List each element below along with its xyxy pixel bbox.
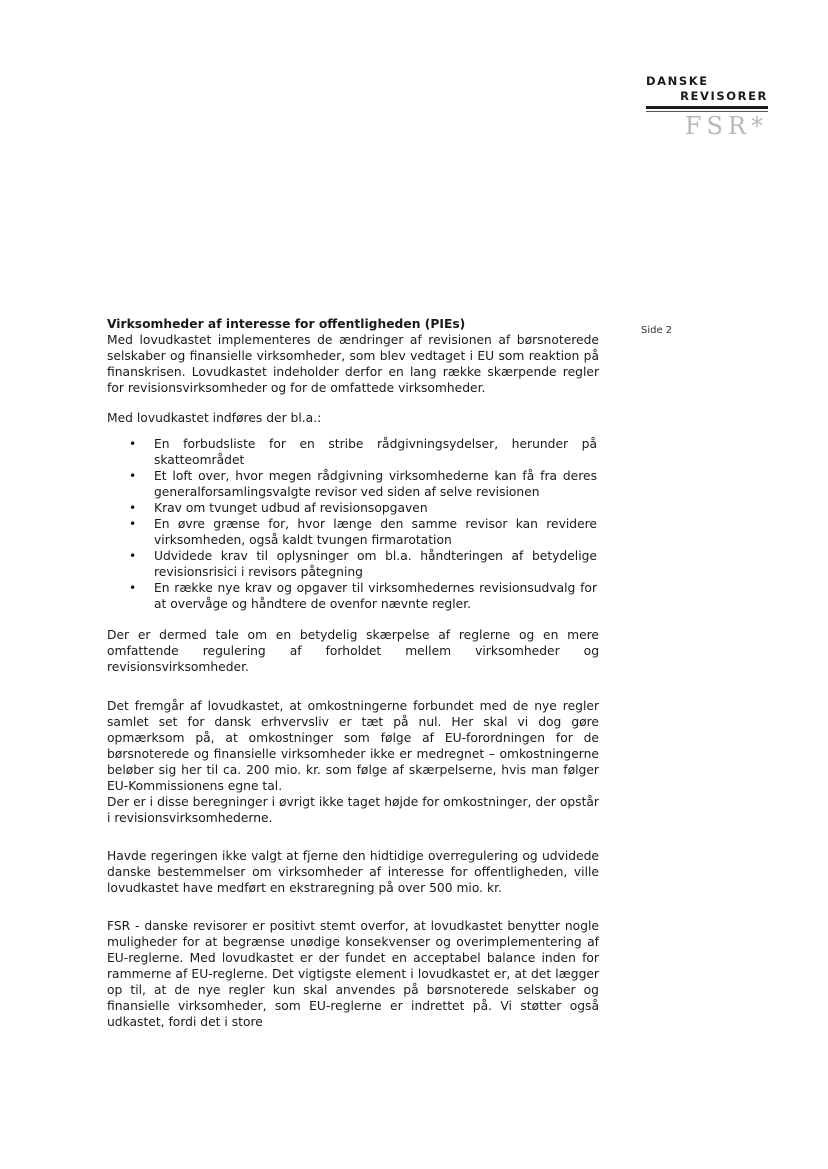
paragraph-costs: Det fremgår af lovudkastet, at omkostningerne forbundet med de nye regler samlet set for dansk erhvervsliv er tæt på nul. Her skal vi dog gøre opmærksom på, at omkostninger som følge af EU-forordningen for de børsnoterede og finansielle virksomheder ikke er medregnet – omkostningerne beløber sig her til ca. 200 mio. kr. som følge af skærpelserne, hvis man følger EU-Kommissionens egne tal.	[107, 699, 599, 793]
document-body	[107, 316, 599, 1030]
bullet-icon: •	[129, 517, 137, 531]
paragraph-costs-note: Der er i disse beregninger i øvrigt ikke taget højde for omkostninger, der opstår i revisionsvirksomhederne.	[107, 795, 599, 825]
logo-text-revisorer: REVISORER	[680, 89, 768, 103]
intro-paragraph: Med lovudkastet implementeres de ændringer af revisionen af børsnoterede selskaber og finansielle virksomheder, som blev vedtaget i EU som reaktion på finanskrisen. Lovudkastet indeholder derfor en lang række skærpende regler for revisionsvirksomheder og for de omfattede virksomheder.	[107, 333, 599, 395]
list-item-text: En øvre grænse for, hvor længe den samme revisor kan revidere virksomheden, også kaldt tvungen firmarotation	[154, 517, 597, 547]
measures-list	[107, 436, 599, 612]
section-heading: Virksomheder af interesse for offentligheden (PIEs)	[107, 317, 466, 331]
list-item-text: Et loft over, hvor megen rådgivning virksomhederne kan få fra deres generalforsamlingsvalgte revisor ved siden af selve revisionen	[154, 469, 597, 499]
list-item-text: En forbudsliste for en stribe rådgivningsydelser, herunder på skatteområdet	[154, 437, 597, 467]
list-intro: Med lovudkastet indføres der bl.a.:	[107, 411, 322, 425]
logo-rule	[646, 106, 768, 109]
bullet-icon: •	[129, 469, 137, 483]
list-item	[107, 516, 599, 548]
page-number-label: Side 2	[641, 325, 673, 336]
fsr-logo	[646, 74, 768, 144]
list-item-text: Udvidede krav til oplysninger om bl.a. håndteringen af betydelige revisionsrisici i revisors påtegning	[154, 549, 597, 579]
list-item	[107, 548, 599, 580]
list-item	[107, 436, 599, 468]
list-item-text: En række nye krav og opgaver til virksomhedernes revisionsudvalg for at overvåge og håndtere de ovenfor nævnte regler.	[154, 581, 597, 611]
logo-text-danske: DANSKE	[646, 74, 709, 88]
list-item	[107, 500, 599, 516]
list-item	[107, 580, 599, 612]
logo-mark-fsr: FSR*	[684, 112, 768, 140]
paragraph-fsr-position: FSR - danske revisorer er positivt stemt overfor, at lovudkastet benytter nogle muligheder for at begrænse unødige konsekvenser og overimplementering af EU-reglerne. Med lovudkastet er der fundet en acceptabel balance inden for rammerne af EU-reglerne. Det vigtigste element i lovudkastet er, at det lægger op til, at de nye regler kun skal anvendes på børsnoterede selskaber og finansielle virksomheder, som EU-reglerne er indrettet på. Vi støtter også udkastet, fordi det i store	[107, 919, 599, 1029]
list-item-text: Krav om tvunget udbud af revisionsopgaven	[154, 501, 428, 515]
paragraph-tightening: Der er dermed tale om en betydelig skærpelse af reglerne og en mere omfattende regulering af forholdet mellem virksomheder og revisionsvirksomheder.	[107, 628, 599, 674]
list-item	[107, 468, 599, 500]
bullet-icon: •	[129, 581, 137, 595]
bullet-icon: •	[129, 549, 137, 563]
bullet-icon: •	[129, 501, 137, 515]
paragraph-extra-bill: Havde regeringen ikke valgt at fjerne den hidtidige overregulering og udvidede danske bestemmelser om virksomheder af interesse for offentligheden, ville lovudkastet have medført en ekstraregning på over 500 mio. kr.	[107, 849, 599, 895]
bullet-icon: •	[129, 437, 137, 451]
